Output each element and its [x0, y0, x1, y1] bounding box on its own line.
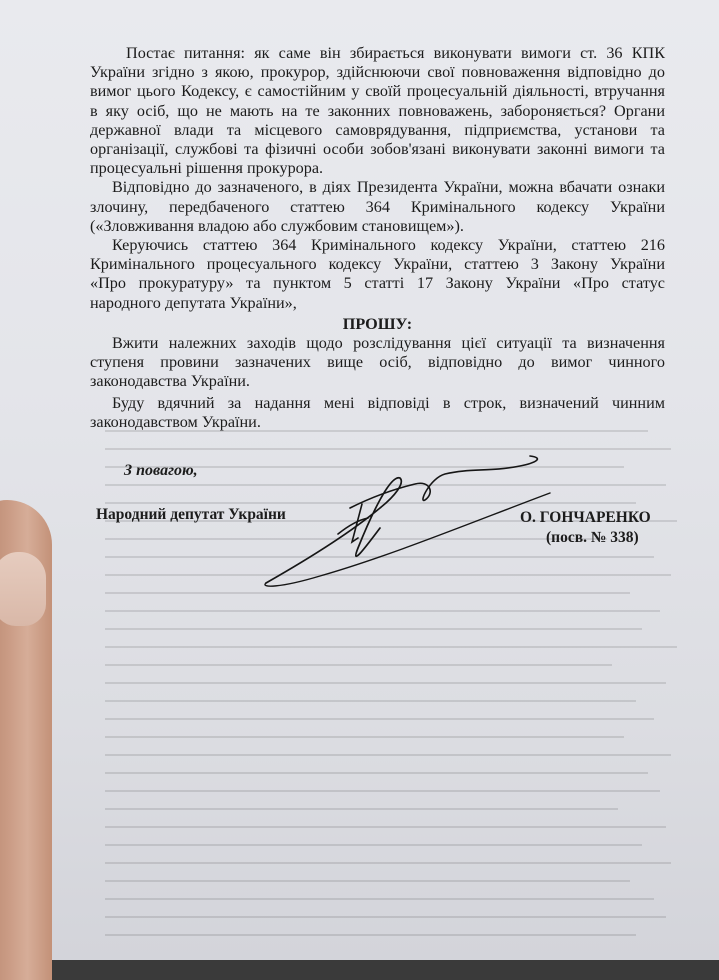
- text-line: процесуальні рішення прокурора.: [90, 159, 324, 178]
- text-line: Вжити належних заходів щодо розслідування цієї ситуації та визначення: [112, 334, 665, 353]
- text-line: Відповідно до зазначеного, в діях Президента України, можна вбачати ознаки: [112, 178, 665, 197]
- text-line: вимог цього Кодексу, є самостійним у своїй процесуальній діяльності, втручання: [90, 82, 665, 101]
- paragraph-accordingly: [90, 178, 665, 236]
- text-line: державної влади та місцевого самоврядування, підприємства, установи та: [90, 120, 665, 139]
- paragraph-question: [90, 44, 665, 178]
- text-line: народного депутата України»,: [90, 293, 297, 312]
- text-line: в яку осіб, що не мають на те законних повноважень, забороняється? Органи: [90, 101, 665, 120]
- paragraph-guided: [90, 236, 665, 313]
- closing-phrase: З повагою,: [124, 462, 198, 479]
- paragraph-request: [90, 334, 665, 392]
- text-line: організації, службові та фізичні особи зобов'язані виконувати законні вимоги та: [90, 140, 665, 159]
- signatory-role: Народний депутат України: [96, 506, 286, 523]
- text-line: України згідно з якою, прокурор, здійснюючи свої повноваження відповідно до: [90, 63, 665, 82]
- text-line: злочину, передбаченого статтею 364 Кримінального кодексу України: [90, 197, 665, 216]
- thumbnail: [0, 552, 46, 626]
- handwritten-signature: [230, 438, 590, 598]
- text-line: Кримінального процесуального кодексу України, статтею 3 Закону України: [90, 255, 665, 274]
- signatory-name: О. ГОНЧАРЕНКО: [520, 509, 651, 526]
- letter-body: [90, 44, 665, 432]
- text-line: законодавства України.: [90, 372, 250, 391]
- text-line: Керуючись статтею 364 Кримінального кодексу України, статтею 216: [112, 236, 665, 255]
- text-line: («Зловживання владою або службовим становищем»).: [90, 216, 464, 235]
- text-line: Буду вдячний за надання мені відповіді в строк, визначений чинним: [112, 393, 665, 412]
- text-line: законодавством України.: [90, 412, 261, 431]
- text-line: ступеня провини зазначених вище осіб, відповідно до вимог чинного: [90, 353, 665, 372]
- paragraph-grateful: [90, 394, 665, 432]
- certificate-number: (посв. № 338): [546, 529, 639, 546]
- text-line: Постає питання: як саме він збирається виконувати вимоги ст. 36 КПК: [126, 44, 665, 62]
- text-line: «Про прокуратуру» та пунктом 5 статті 17 Закону України «Про статус: [90, 274, 665, 293]
- request-heading: ПРОШУ:: [342, 314, 413, 333]
